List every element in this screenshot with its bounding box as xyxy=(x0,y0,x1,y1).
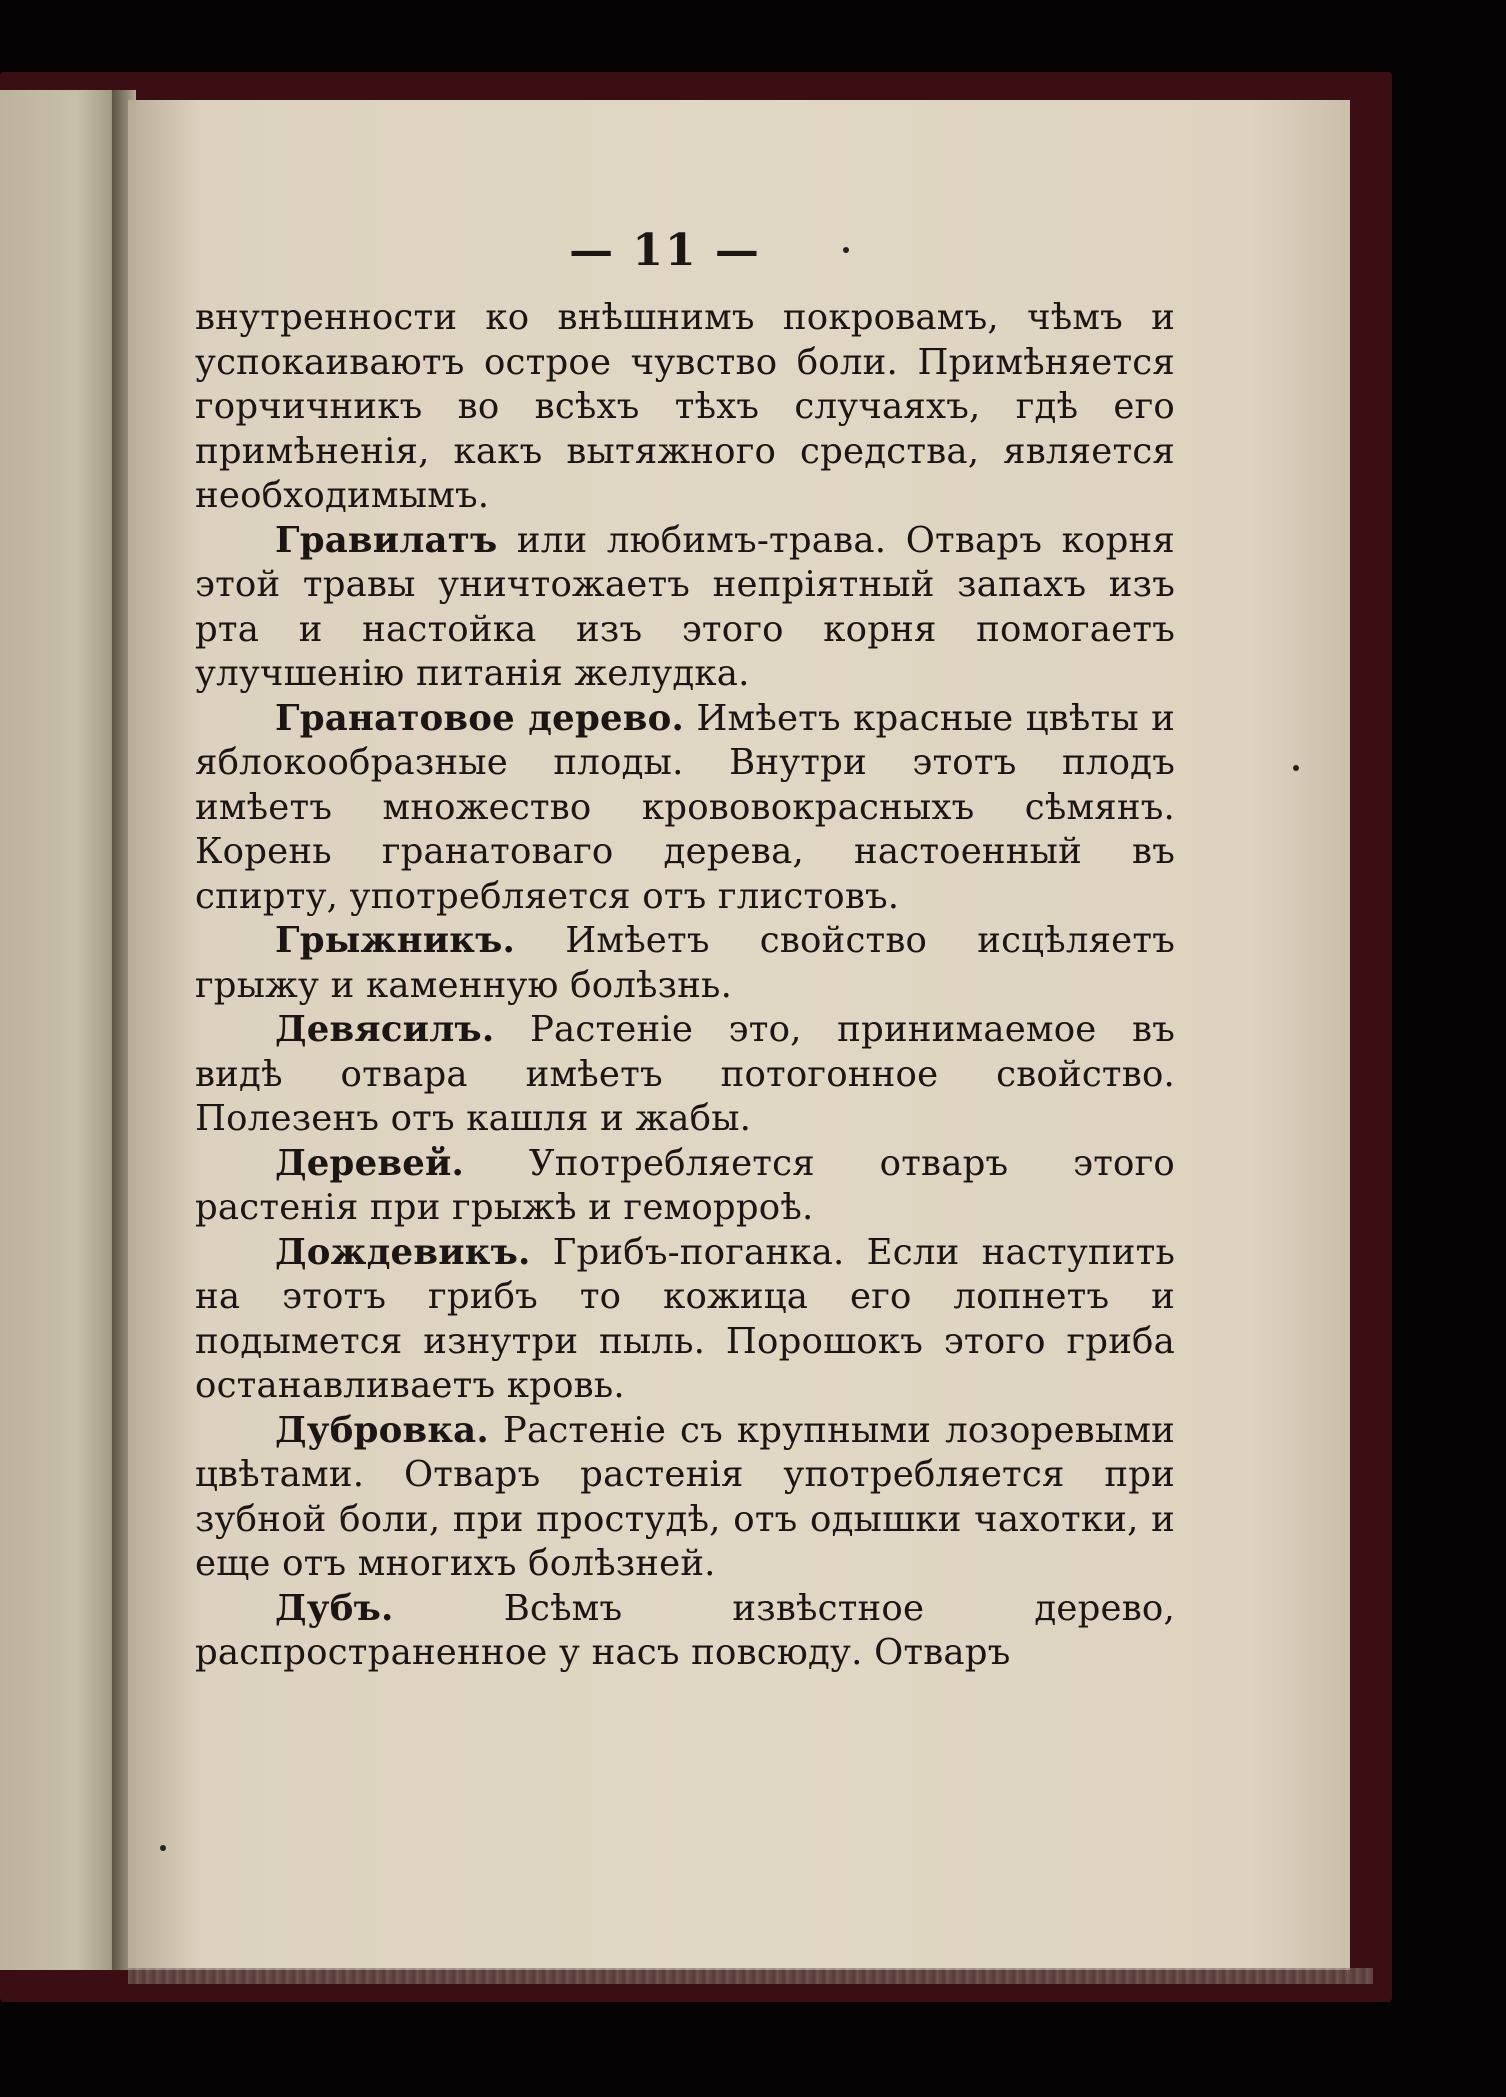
paragraph-6-term: Деревей. xyxy=(275,1142,465,1184)
paragraph-4-text: Имѣетъ свойство исцѣляетъ грыжу и каменную болѣзнь. xyxy=(195,920,1175,1006)
paragraph-3 xyxy=(195,697,1175,920)
paragraph-9 xyxy=(195,1587,1175,1676)
paragraph-6 xyxy=(195,1142,1175,1231)
paragraph-3-text: Имѣетъ красные цвѣты и яблокообразные плоды. Внутри этотъ плодъ имѣетъ множество крововокрасныхъ сѣмянъ. Корень гранатоваго дерева, настоенный въ спирту, употребляется отъ глистовъ. xyxy=(195,697,1175,917)
page-number: — 11 — xyxy=(569,225,761,276)
paragraph-4-term: Грыжникъ. xyxy=(275,920,516,961)
paragraph-5 xyxy=(195,1008,1175,1142)
left-page xyxy=(0,90,128,1970)
page-text-block xyxy=(195,225,1175,1676)
paragraph-9-term: Дубъ. xyxy=(275,1587,394,1629)
paragraph-9-text: Всѣмъ извѣстное дерево, распространенное у насъ повсюду. Отваръ xyxy=(195,1587,1175,1673)
paragraph-8-text: Растеніе съ крупными лозоревыми цвѣтами. Отваръ растенія употребляется при зубной боли, при простудѣ, отъ одышки чахотки, и еще отъ многихъ болѣзней. xyxy=(195,1409,1175,1584)
paragraph-4 xyxy=(195,919,1175,1008)
paragraph-5-term: Девясилъ. xyxy=(275,1009,495,1050)
paragraph-8 xyxy=(195,1409,1175,1587)
paragraph-1 xyxy=(195,296,1175,519)
paragraph-7-term: Дождевикъ. xyxy=(275,1231,531,1273)
ink-speck xyxy=(1293,765,1299,771)
paragraph-3-term: Гранатовое дерево. xyxy=(275,697,685,739)
ink-speck xyxy=(843,247,849,253)
page-bottom-edge xyxy=(128,1968,1373,1984)
paragraph-2 xyxy=(195,519,1175,697)
paragraph-8-term: Дубровка. xyxy=(275,1409,489,1451)
paragraph-5-text: Растеніе это, принимаемое въ видѣ отвара имѣетъ потогонное свойство. Полезенъ отъ кашля и жабы. xyxy=(195,1009,1175,1139)
paragraph-2-term: Гравилатъ xyxy=(275,519,498,561)
paragraph-1-text: внутренности ко внѣшнимъ покровамъ, чѣмъ и успокаиваютъ острое чувство боли. Примѣняется горчичникъ во всѣхъ тѣхъ случаяхъ, гдѣ его примѣненія, какъ вытяжного средства, является необходимымъ. xyxy=(195,297,1175,516)
left-page-bleed-through xyxy=(4,390,94,1990)
paragraph-7 xyxy=(195,1231,1175,1409)
paragraph-6-text: Употребляется отваръ этого растенія при грыжѣ и геморроѣ. xyxy=(195,1142,1175,1228)
paragraph-2-text: или любимъ-трава. Отваръ корня этой травы уничтожаетъ непріятный запахъ изъ рта и настойка изъ этого корня помогаетъ улучшенію питанія желудка. xyxy=(195,519,1175,694)
ink-speck xyxy=(160,1845,166,1851)
paragraph-7-text: Грибъ-поганка. Если наступить на этотъ грибъ то кожица его лопнетъ и подымется изнутри пыль. Порошокъ этого гриба останавливаетъ кровь. xyxy=(195,1231,1175,1406)
